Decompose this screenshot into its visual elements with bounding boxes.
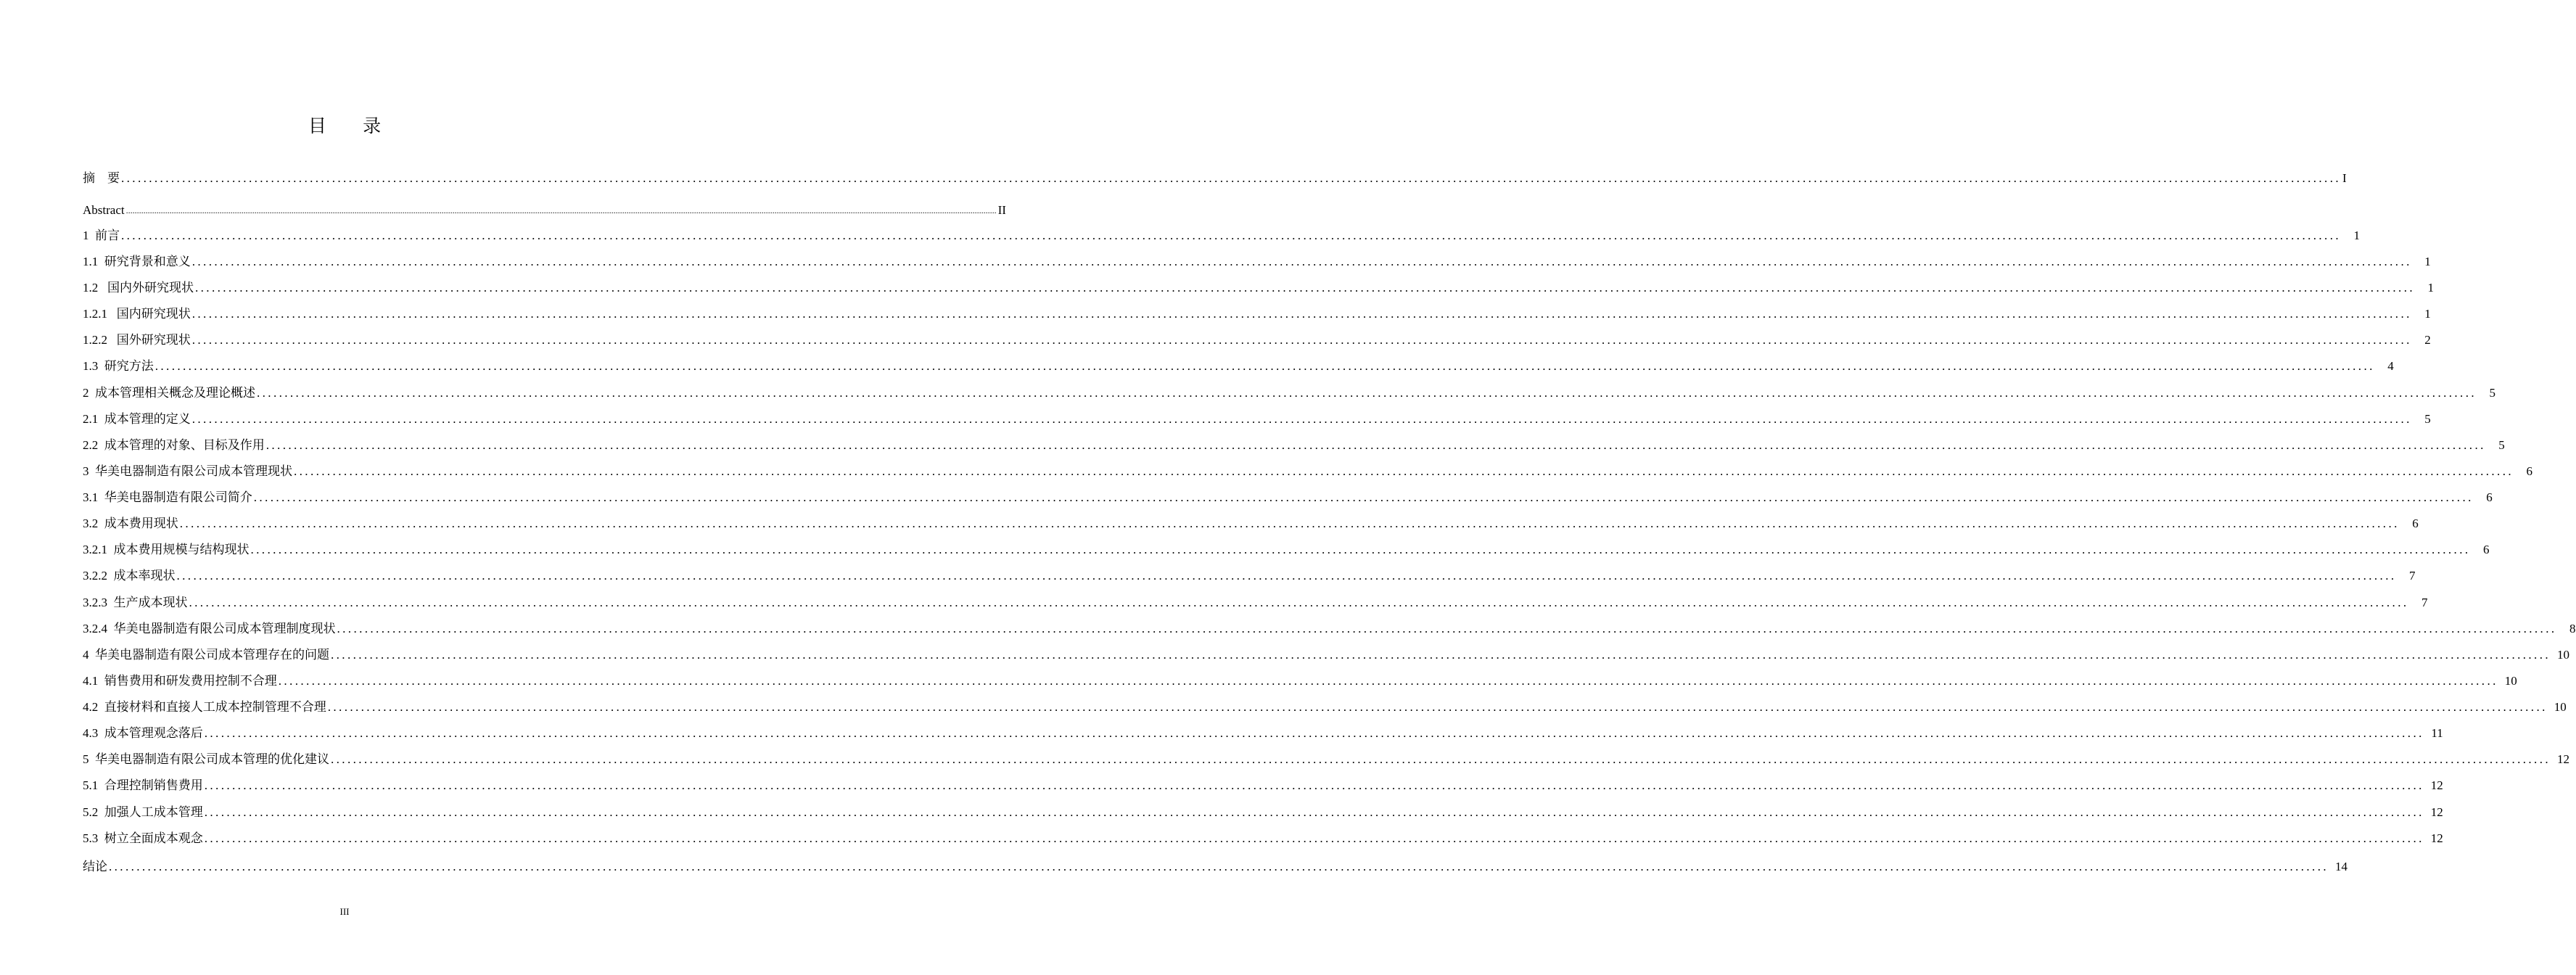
toc-entry-page: 12 xyxy=(2430,831,2443,845)
toc-entry-label: 1.1 研究背景和意义 xyxy=(83,255,191,268)
toc-dot-leader: ................................................................................................................................................................................................................................................................................................................................................................................................................ xyxy=(327,700,2548,714)
toc-entry-label: 4.2 直接材料和直接人工成本控制管理不合理 xyxy=(83,700,326,714)
toc-entry-page: 5 xyxy=(2489,386,2495,400)
toc-dot-leader: ................................................................................................................................................................................................................................................................................................................................................................................................................ xyxy=(192,255,2412,268)
toc-dot-leader: ................................................................................................................................................................................................................................................................................................................................................................................................................ xyxy=(125,205,997,215)
toc-dot-leader: ................................................................................................................................................................................................................................................................................................................................................................................................................ xyxy=(204,778,2424,792)
toc-entry-label: 5.3 树立全面成本观念 xyxy=(83,831,203,845)
toc-dot-leader: ................................................................................................................................................................................................................................................................................................................................................................................................................ xyxy=(331,752,2551,766)
toc-entry-page: 1 xyxy=(2424,307,2431,321)
toc-entry-page: 5 xyxy=(2498,438,2505,452)
toc-dot-leader: ................................................................................................................................................................................................................................................................................................................................................................................................................ xyxy=(179,517,2400,530)
toc-entry-label: 4 华美电器制造有限公司成本管理存在的问题 xyxy=(83,648,329,662)
toc-dot-leader: ................................................................................................................................................................................................................................................................................................................................................................................................................ xyxy=(278,674,2498,688)
toc-entry[interactable] xyxy=(83,566,2416,586)
page-title: 目 录 xyxy=(308,117,398,136)
toc-entry[interactable] xyxy=(83,776,2443,796)
toc-entry-label: 2 成本管理相关概念及理论概述 xyxy=(83,386,255,400)
toc-dot-leader: ................................................................................................................................................................................................................................................................................................................................................................................................................ xyxy=(176,569,2397,583)
toc-entry-page: 5 xyxy=(2424,412,2431,426)
toc-entry[interactable] xyxy=(83,330,2431,350)
toc-entry[interactable] xyxy=(83,226,2360,246)
toc-entry[interactable] xyxy=(83,488,2493,508)
toc-entry[interactable] xyxy=(83,671,2517,691)
toc-entry-label: Abstract xyxy=(83,203,125,217)
toc-entry-label: 3 华美电器制造有限公司成本管理现状 xyxy=(83,464,292,478)
toc-entry[interactable] xyxy=(83,383,2495,403)
toc-dot-leader: ................................................................................................................................................................................................................................................................................................................................................................................................................ xyxy=(195,281,2415,295)
toc-entry-page: I xyxy=(2342,171,2347,185)
toc-entry[interactable] xyxy=(83,593,2428,613)
toc-dot-leader: ................................................................................................................................................................................................................................................................................................................................................................................................................ xyxy=(192,412,2412,426)
toc-entry-page: 6 xyxy=(2483,543,2490,556)
toc-entry[interactable] xyxy=(83,540,2490,560)
toc-entry-page: 12 xyxy=(2557,752,2569,766)
toc-entry-page: 12 xyxy=(2430,778,2443,792)
toc-entry-label: 2.2 成本管理的对象、目标及作用 xyxy=(83,438,265,452)
toc-entry-page: 11 xyxy=(2431,726,2443,740)
toc-entry-label: 1.3 研究方法 xyxy=(83,359,154,373)
toc-dot-leader: ................................................................................................................................................................................................................................................................................................................................................................................................................ xyxy=(204,805,2424,819)
toc-dot-leader: ................................................................................................................................................................................................................................................................................................................................................................................................................ xyxy=(121,171,2341,185)
toc-entry-page: 4 xyxy=(2387,359,2394,373)
toc-entry[interactable] xyxy=(83,857,2347,877)
toc-entry[interactable] xyxy=(83,168,2347,189)
toc-dot-leader: ................................................................................................................................................................................................................................................................................................................................................................................................................ xyxy=(294,464,2514,478)
toc-entry-label: 5.1 合理控制销售费用 xyxy=(83,778,203,792)
toc-entry-label: 3.1 华美电器制造有限公司简介 xyxy=(83,490,252,504)
toc-entry[interactable] xyxy=(83,252,2431,272)
toc-entry[interactable] xyxy=(83,749,2569,770)
toc-entry-label: 3.2.1 成本费用规模与结构现状 xyxy=(83,543,250,556)
toc-entry-page: 6 xyxy=(2526,464,2532,478)
toc-entry-page: 1 xyxy=(2424,255,2431,268)
toc-entry[interactable] xyxy=(83,278,2434,298)
toc-entry-page: 1 xyxy=(2353,229,2360,242)
toc-dot-leader: ................................................................................................................................................................................................................................................................................................................................................................................................................ xyxy=(253,490,2474,504)
toc-entry-label: 3.2.4 华美电器制造有限公司成本管理制度现状 xyxy=(83,622,336,635)
toc-dot-leader: ................................................................................................................................................................................................................................................................................................................................................................................................................ xyxy=(204,726,2424,740)
toc-dot-leader: ................................................................................................................................................................................................................................................................................................................................................................................................................ xyxy=(331,648,2551,662)
toc-entry-page: 8 xyxy=(2569,622,2576,635)
toc-entry-label: 4.3 成本管理观念落后 xyxy=(83,726,203,740)
toc-entry-page: 12 xyxy=(2430,805,2443,819)
toc-entry[interactable] xyxy=(83,723,2443,744)
toc-entry-page: 6 xyxy=(2486,490,2493,504)
toc-dot-leader: ................................................................................................................................................................................................................................................................................................................................................................................................................ xyxy=(204,831,2424,845)
toc-entry[interactable] xyxy=(83,461,2532,482)
toc-entry-page: 14 xyxy=(2335,860,2347,873)
toc-entry-page: 10 xyxy=(2504,674,2517,688)
toc-entry[interactable] xyxy=(83,356,2394,377)
toc-dot-leader: ................................................................................................................................................................................................................................................................................................................................................................................................................ xyxy=(189,596,2409,609)
toc-entry-label: 3.2.3 生产成本现状 xyxy=(83,596,188,609)
toc-entry[interactable] xyxy=(83,514,2419,534)
toc-dot-leader: ................................................................................................................................................................................................................................................................................................................................................................................................................ xyxy=(192,307,2412,321)
toc-entry-page: 2 xyxy=(2424,333,2431,347)
toc-entry-label: 1.2.2 国外研究现状 xyxy=(83,333,191,347)
toc-dot-leader: ................................................................................................................................................................................................................................................................................................................................................................................................................ xyxy=(121,229,2341,242)
toc-entry-page: 6 xyxy=(2412,517,2419,530)
toc-dot-leader: ................................................................................................................................................................................................................................................................................................................................................................................................................ xyxy=(337,622,2557,635)
toc-entry-page: 1 xyxy=(2427,281,2434,295)
toc-entry-page: 7 xyxy=(2421,596,2428,609)
toc-entry[interactable] xyxy=(83,802,2443,823)
toc-entry-page: 10 xyxy=(2557,648,2569,662)
toc-entry-page: 10 xyxy=(2554,700,2567,714)
toc-entry-label: 3.2.2 成本率现状 xyxy=(83,569,176,583)
toc-entry[interactable] xyxy=(83,697,2567,717)
toc-entry-label: 5 华美电器制造有限公司成本管理的优化建议 xyxy=(83,752,329,766)
toc-entry-label: 结论 xyxy=(83,860,107,873)
toc-entry[interactable] xyxy=(83,619,2576,639)
toc-entry[interactable] xyxy=(83,435,2505,456)
toc-dot-leader: ................................................................................................................................................................................................................................................................................................................................................................................................................ xyxy=(266,438,2486,452)
toc-entry[interactable] xyxy=(83,200,1006,221)
toc-entry-label: 2.1 成本管理的定义 xyxy=(83,412,191,426)
toc-entry[interactable] xyxy=(83,828,2443,849)
toc-entry-label: 4.1 销售费用和研发费用控制不合理 xyxy=(83,674,277,688)
toc-entry-label: 5.2 加强人工成本管理 xyxy=(83,805,203,819)
toc-entry-page: 7 xyxy=(2409,569,2416,583)
toc-dot-leader: ................................................................................................................................................................................................................................................................................................................................................................................................................ xyxy=(250,543,2471,556)
toc-entry[interactable] xyxy=(83,645,2569,665)
toc-entry-label: 1 前言 xyxy=(83,229,120,242)
toc-entry-label: 1.2 国内外研究现状 xyxy=(83,281,194,295)
toc-entry-label: 3.2 成本费用现状 xyxy=(83,517,178,530)
toc-dot-leader: ................................................................................................................................................................................................................................................................................................................................................................................................................ xyxy=(109,860,2329,873)
toc-entry-page: II xyxy=(997,203,1006,217)
toc-entry[interactable] xyxy=(83,304,2431,324)
toc-dot-leader: ................................................................................................................................................................................................................................................................................................................................................................................................................ xyxy=(257,386,2477,400)
toc-dot-leader: ................................................................................................................................................................................................................................................................................................................................................................................................................ xyxy=(192,333,2412,347)
toc-entry-label: 摘 要 xyxy=(83,171,120,185)
toc-entry-label: 1.2.1 国内研究现状 xyxy=(83,307,191,321)
toc-entry[interactable] xyxy=(83,409,2431,429)
footer-page-number: III xyxy=(340,906,350,917)
toc-dot-leader: ................................................................................................................................................................................................................................................................................................................................................................................................................ xyxy=(155,359,2375,373)
